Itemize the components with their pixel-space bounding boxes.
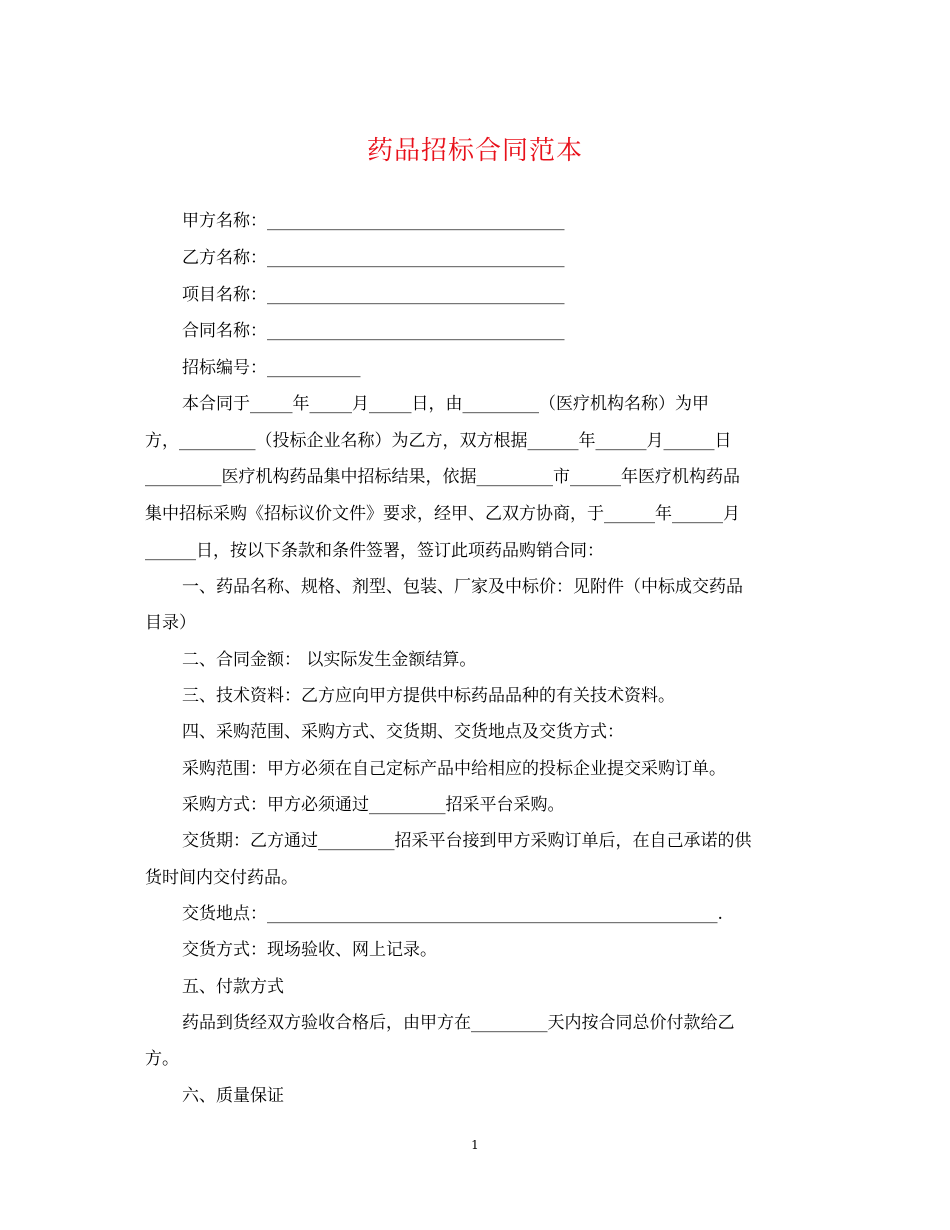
page-number: 1 [471, 1138, 479, 1152]
field-project-name: 项目名称：___________________________________ [182, 285, 565, 305]
clause-5: 五、付款方式 [182, 977, 284, 997]
field-party-b: 乙方名称：___________________________________ [182, 248, 565, 268]
delivery-period-continued: 货时间内交付药品。 [145, 868, 298, 888]
clause-4: 四、采购范围、采购方式、交货期、交货地点及交货方式： [182, 722, 624, 742]
document-title: 药品招标合同范本 [366, 136, 583, 166]
clause-1-continued: 目录） [145, 613, 196, 633]
purchase-method: 采购方式：甲方必须通过_________招采平台采购。 [182, 795, 565, 815]
clause-2: 二、合同金额： 以实际发生金额结算。 [182, 650, 477, 670]
payment-text: 药品到货经双方验收合格后，由甲方在_________天内按合同总价付款给乙 [182, 1013, 735, 1033]
field-party-a: 甲方名称：___________________________________ [182, 211, 565, 231]
payment-text-continued: 方。 [145, 1049, 179, 1069]
delivery-period: 交货期：乙方通过_________招采平台接到甲方采购订单后，在自己承诺的供 [182, 831, 752, 851]
purchase-scope: 采购范围：甲方必须在自己定标产品中给相应的投标企业提交采购订单。 [182, 759, 726, 779]
delivery-place: 交货地点：_____________________________________________________. [182, 904, 723, 924]
clause-3: 三、技术资料：乙方应向甲方提供中标药品品种的有关技术资料。 [182, 686, 675, 706]
preamble-line: ______日，按以下条款和条件签署，签订此项药品购销合同： [145, 541, 604, 561]
preamble-line: 方，_________（投标企业名称）为乙方，双方根据______年______月______日 [145, 431, 732, 451]
preamble-line: 本合同于_____年_____月_____日，由_________（医疗机构名称）为甲 [182, 394, 709, 414]
field-tender-number: 招标编号：___________ [182, 358, 361, 378]
clause-1: 一、药品名称、规格、剂型、包装、厂家及中标价：见附件（中标成交药品 [182, 577, 743, 597]
preamble-line: _________医疗机构药品集中招标结果，依据_________市______年医疗机构药品 [145, 467, 740, 487]
field-contract-name: 合同名称：___________________________________ [182, 321, 565, 341]
delivery-method: 交货方式：现场验收、网上记录。 [182, 940, 437, 960]
preamble-line: 集中招标采购《招标议价文件》要求，经甲、乙双方协商，于______年______月 [145, 504, 740, 524]
clause-6: 六、质量保证 [182, 1086, 284, 1106]
